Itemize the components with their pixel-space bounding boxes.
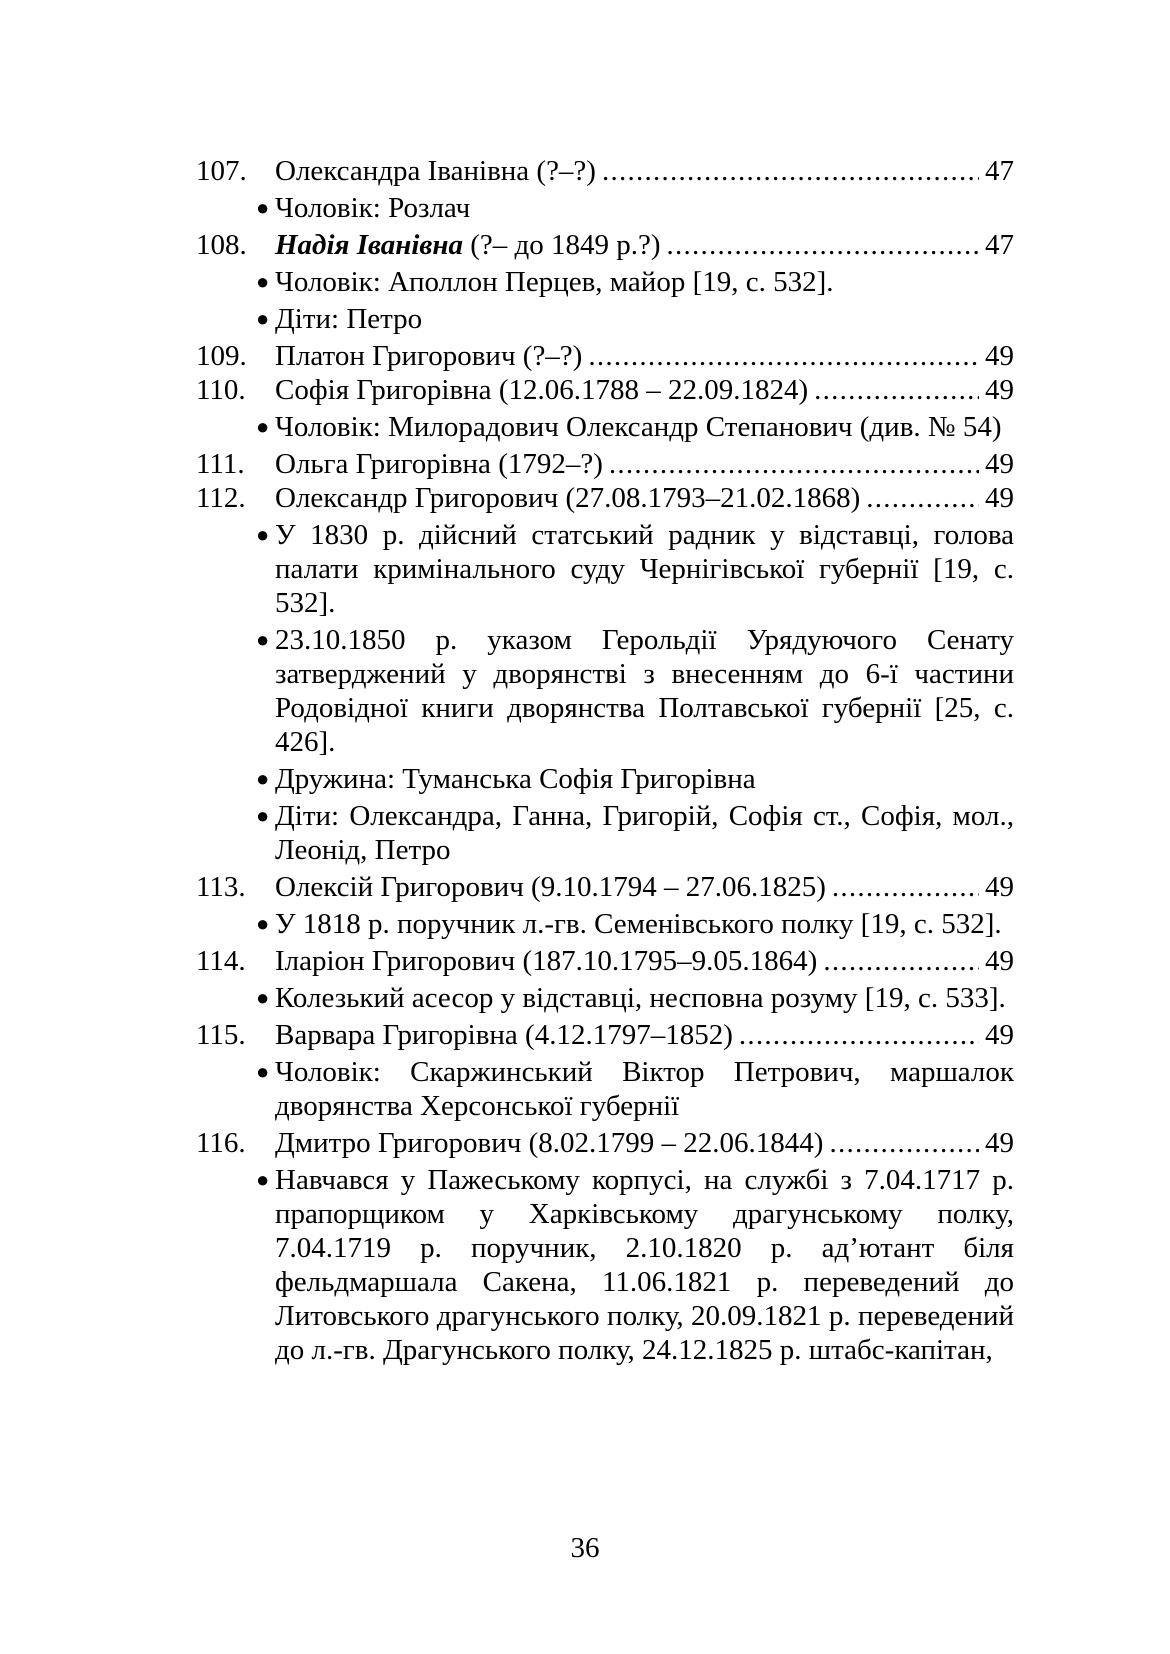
entry-title <box>275 481 860 515</box>
entry-title <box>275 1018 733 1052</box>
detail-text: Чоловік: Розлач <box>275 192 471 224</box>
entry-number: 110. <box>196 374 246 406</box>
dot-leader <box>602 154 979 188</box>
entry-page-ref: 49 <box>985 1127 1014 1159</box>
detail-text: У 1818 р. поручник л.-гв. Семенівського полку [19, с. 532]. <box>275 908 1002 940</box>
entry-details <box>196 907 1014 941</box>
dot-leader <box>814 373 979 407</box>
detail-item <box>256 191 1014 225</box>
dot-leader <box>739 1018 979 1052</box>
detail-item <box>256 410 1014 444</box>
life-dates: (4.12.1797–1852) <box>517 1019 733 1051</box>
bullet-icon: ● <box>256 803 270 828</box>
entry-heading <box>196 373 1014 407</box>
entry-number: 112. <box>196 482 246 514</box>
entry-heading <box>196 944 1014 978</box>
detail-item <box>256 1163 1014 1367</box>
entry-heading <box>196 481 1014 515</box>
person-name: Варвара Григорівна <box>275 1019 518 1051</box>
entry-title <box>275 373 808 407</box>
entry-title <box>275 1126 823 1160</box>
detail-text: 23.10.1850 р. указом Герольдії Урядуючого Сенату затверджений у дворянстві з внесенням до 6-ї частини Родовідної книги дворянства Полтавської губернії [25, с. 426]. <box>275 624 1014 758</box>
entry-details <box>196 265 1014 336</box>
person-name: Платон Григорович <box>275 340 516 372</box>
dot-leader <box>823 944 979 978</box>
person-name: Дмитро Григорович <box>275 1127 522 1159</box>
bullet-icon: ● <box>256 1059 270 1084</box>
index-list <box>196 154 1014 1370</box>
entry-title <box>275 870 826 904</box>
entry-details <box>196 518 1014 867</box>
life-dates: (187.10.1795–9.05.1864) <box>515 945 818 977</box>
bullet-icon: ● <box>256 911 270 936</box>
entry-number: 115. <box>196 1019 246 1051</box>
detail-item <box>256 265 1014 299</box>
detail-item <box>256 762 1014 796</box>
person-name: Надія Іванівна <box>275 229 463 261</box>
detail-text: Чоловік: Милорадович Олександр Степанович (див. № 54) <box>275 411 1002 443</box>
detail-item <box>256 1055 1014 1123</box>
entry-number: 109. <box>196 340 247 372</box>
dot-leader <box>829 1126 979 1160</box>
entry-title <box>275 339 582 373</box>
entry-number: 114. <box>196 945 246 977</box>
index-entry <box>196 339 1014 373</box>
dot-leader <box>832 870 979 904</box>
detail-text: У 1830 р. дійсний статський радник у відставці, голова палати кримінального суду Чернігівської губернії [19, с. 532]. <box>275 519 1014 619</box>
dot-leader <box>609 447 979 481</box>
entry-details <box>196 1055 1014 1123</box>
bullet-icon: ● <box>256 985 270 1010</box>
entry-heading <box>196 1018 1014 1052</box>
entry-heading <box>196 228 1014 262</box>
detail-item <box>256 302 1014 336</box>
detail-item <box>256 799 1014 867</box>
index-entry <box>196 1018 1014 1123</box>
dot-leader <box>866 481 979 515</box>
index-entry <box>196 870 1014 941</box>
entry-page-ref: 49 <box>985 945 1014 977</box>
detail-text: Навчався у Пажеському корпусі, на службі з 7.04.1717 р. прапорщиком у Харківському драгунському полку, 7.04.1719 р. поручник, 2.10.1820 р. ад’ютант біля фельдмаршала Сакена, 11.06.1821 р. переведений до Литовського драгунського полку, 20.09.1821 р. переведений до л.-гв. Драгунського полку, 24.12.1825 р. штабс-капітан, <box>275 1164 1014 1366</box>
bullet-icon: ● <box>256 306 270 331</box>
entry-title <box>275 447 603 481</box>
index-entry <box>196 1126 1014 1367</box>
entry-heading <box>196 447 1014 481</box>
life-dates: (?– до 1849 р.?) <box>462 229 661 261</box>
entry-page-ref: 49 <box>985 448 1014 480</box>
life-dates: (9.10.1794 – 27.06.1825) <box>523 871 826 903</box>
index-entry <box>196 373 1014 444</box>
detail-item <box>256 518 1014 620</box>
entry-heading <box>196 1126 1014 1160</box>
entry-title <box>275 228 661 262</box>
page-number: 36 <box>570 1532 600 1564</box>
index-entry <box>196 228 1014 336</box>
entry-title <box>275 944 817 978</box>
index-entry <box>196 154 1014 225</box>
bullet-icon: ● <box>256 766 270 791</box>
entry-title <box>275 154 596 188</box>
detail-text: Колезький асесор у відставці, несповна розуму [19, с. 533]. <box>275 982 1006 1014</box>
detail-item <box>256 907 1014 941</box>
entry-heading <box>196 154 1014 188</box>
person-name: Софія Григорівна <box>275 374 492 406</box>
bullet-icon: ● <box>256 195 270 220</box>
entry-details <box>196 1163 1014 1367</box>
bullet-icon: ● <box>256 522 270 547</box>
dot-leader <box>588 339 979 373</box>
entry-details <box>196 191 1014 225</box>
bullet-icon: ● <box>256 1167 270 1192</box>
entry-heading <box>196 870 1014 904</box>
entry-number: 111. <box>196 448 245 480</box>
detail-text: Діти: Петро <box>275 303 423 335</box>
entry-page-ref: 47 <box>985 229 1014 261</box>
entry-details <box>196 981 1014 1015</box>
life-dates: (?–?) <box>515 340 583 372</box>
life-dates: (8.02.1799 – 22.06.1844) <box>521 1127 824 1159</box>
index-entry <box>196 481 1014 867</box>
detail-text: Діти: Олександра, Ганна, Григорій, Софія ст., Софія, мол., Леонід, Петро <box>275 800 1014 866</box>
dot-leader <box>667 228 979 262</box>
person-name: Іларіон Григорович <box>275 945 516 977</box>
bullet-icon: ● <box>256 269 270 294</box>
life-dates: (?–?) <box>529 155 596 187</box>
person-name: Ольга Григорівна <box>275 448 491 480</box>
person-name: Олексій Григорович <box>275 871 524 903</box>
entry-details <box>196 410 1014 444</box>
detail-item <box>256 981 1014 1015</box>
entry-number: 113. <box>196 871 246 903</box>
life-dates: (27.08.1793–21.02.1868) <box>558 482 861 514</box>
entry-page-ref: 49 <box>985 340 1014 372</box>
entry-page-ref: 49 <box>985 374 1014 406</box>
index-entry <box>196 944 1014 1015</box>
person-name: Олександра Іванівна <box>275 155 530 187</box>
life-dates: (12.06.1788 – 22.09.1824) <box>491 374 809 406</box>
entry-number: 108. <box>196 229 247 261</box>
entry-page-ref: 49 <box>985 1019 1014 1051</box>
person-name: Олександр Григорович <box>275 482 559 514</box>
entry-number: 116. <box>196 1127 246 1159</box>
detail-item <box>256 623 1014 759</box>
index-entry <box>196 447 1014 481</box>
detail-text: Чоловік: Аполлон Перцев, майор [19, с. 532]. <box>275 266 834 298</box>
detail-text: Дружина: Туманська Софія Григорівна <box>275 763 756 795</box>
detail-text: Чоловік: Скаржинський Віктор Петрович, маршалок дворянства Херсонської губернії <box>275 1056 1014 1122</box>
life-dates: (1792–?) <box>490 448 603 480</box>
entry-page-ref: 47 <box>985 155 1014 187</box>
entry-page-ref: 49 <box>985 482 1014 514</box>
bullet-icon: ● <box>256 414 270 439</box>
bullet-icon: ● <box>256 627 270 652</box>
entry-number: 107. <box>196 155 247 187</box>
entry-page-ref: 49 <box>985 871 1014 903</box>
entry-heading <box>196 339 1014 373</box>
